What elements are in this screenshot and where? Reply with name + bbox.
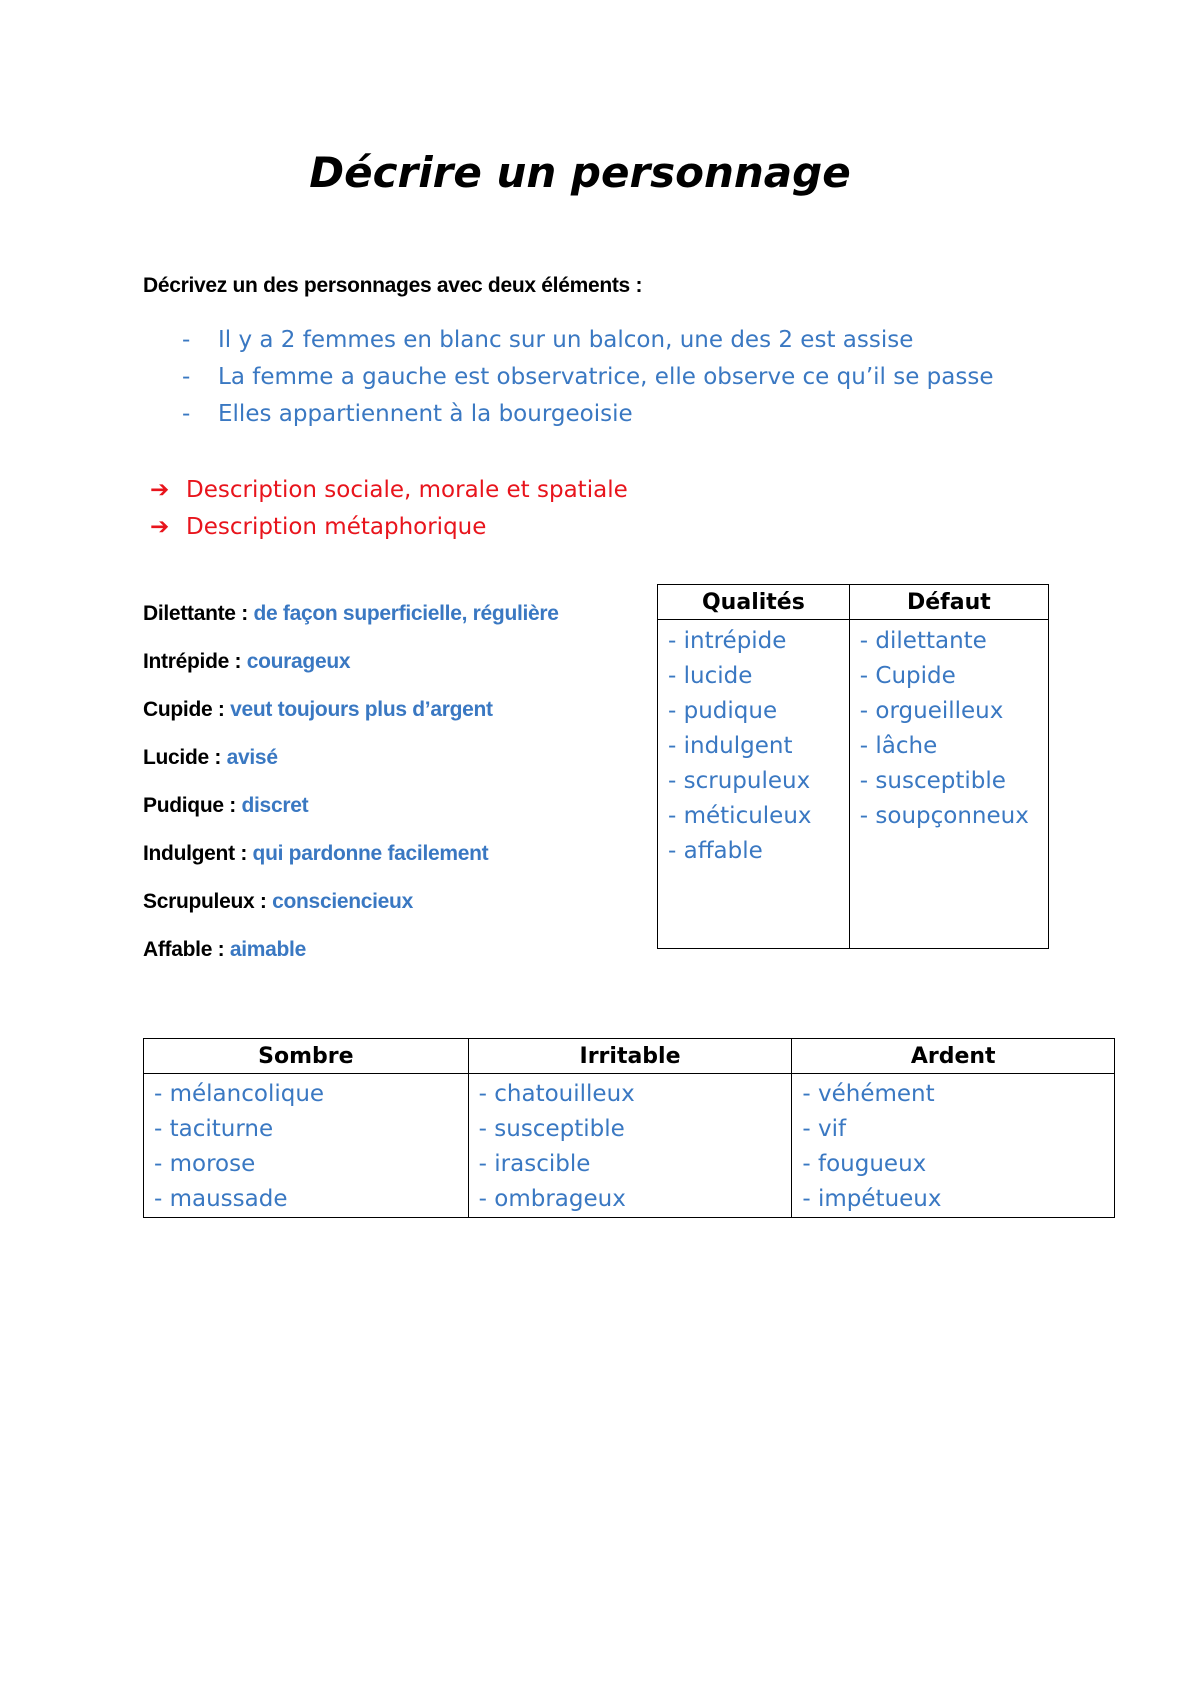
qualites-cell xyxy=(658,620,850,949)
arrow-text: Description métaphorique xyxy=(186,514,487,540)
defaut-cell xyxy=(849,620,1048,949)
bullet-text: Il y a 2 femmes en blanc sur un balcon, une des 2 est assise xyxy=(218,327,914,353)
list-item: - mélancolique xyxy=(154,1081,325,1107)
definition-meaning: consciencieux xyxy=(272,890,413,913)
table-row xyxy=(144,1074,1115,1218)
definition-item xyxy=(143,644,559,692)
bullet-dash: - xyxy=(182,364,191,390)
definition-meaning: de façon superficielle, régulière xyxy=(253,602,559,625)
header-irritable: Irritable xyxy=(468,1039,792,1074)
list-item: - morose xyxy=(154,1151,256,1177)
list-item: - ombrageux xyxy=(478,1186,626,1212)
table-row xyxy=(658,620,1049,949)
list-item: - Cupide xyxy=(859,663,956,689)
header-sombre: Sombre xyxy=(144,1039,469,1074)
arrow-text: Description sociale, morale et spatiale xyxy=(186,477,628,503)
definition-list xyxy=(143,596,559,980)
list-item: - fougueux xyxy=(802,1151,927,1177)
list-item: - affable xyxy=(668,838,763,864)
list-item: - soupçonneux xyxy=(859,803,1029,829)
bullet-text: La femme a gauche est observatrice, elle observe ce qu’il se passe xyxy=(218,364,994,390)
bullet-dash: - xyxy=(182,401,191,427)
bullet-item xyxy=(182,396,993,433)
arrow-item xyxy=(150,509,628,546)
definition-item xyxy=(143,740,559,788)
list-item: - taciturne xyxy=(154,1116,274,1142)
definition-meaning: aimable xyxy=(229,938,306,961)
list-item: - intrépide xyxy=(668,628,787,654)
definition-term: Pudique : xyxy=(143,794,242,817)
definition-item xyxy=(143,836,559,884)
definition-item xyxy=(143,884,559,932)
header-defaut: Défaut xyxy=(849,585,1048,620)
mood-table xyxy=(143,1038,1115,1218)
table-header-row xyxy=(144,1039,1115,1074)
arrow-item xyxy=(150,472,628,509)
definition-meaning: courageux xyxy=(246,650,351,673)
definition-item xyxy=(143,932,559,980)
list-item: - susceptible xyxy=(859,768,1006,794)
list-item: - véhément xyxy=(802,1081,935,1107)
definition-term: Dilettante : xyxy=(143,602,254,625)
list-item: - orgueilleux xyxy=(859,698,1004,724)
header-ardent: Ardent xyxy=(792,1039,1115,1074)
definition-term: Cupide : xyxy=(143,698,231,721)
bullet-text: Elles appartiennent à la bourgeoisie xyxy=(218,401,633,427)
definition-meaning: discret xyxy=(241,794,309,817)
definition-term: Lucide : xyxy=(143,746,227,769)
arrow-right-icon: ➔ xyxy=(150,477,170,503)
list-item: - dilettante xyxy=(859,628,987,654)
list-item: - indulgent xyxy=(668,733,793,759)
bullet-item xyxy=(182,322,993,359)
list-item: - chatouilleux xyxy=(478,1081,635,1107)
definition-meaning: avisé xyxy=(226,746,278,769)
header-qualites: Qualités xyxy=(658,585,850,620)
ardent-cell xyxy=(792,1074,1115,1218)
bullet-item xyxy=(182,359,993,396)
list-item: - susceptible xyxy=(478,1116,625,1142)
definition-item xyxy=(143,788,559,836)
definition-term: Indulgent : xyxy=(143,842,253,865)
page-title: Décrire un personnage xyxy=(309,148,851,197)
definition-item xyxy=(143,596,559,644)
instruction-text: Décrivez un des personnages avec deux éléments : xyxy=(143,274,643,297)
definition-term: Scrupuleux : xyxy=(143,890,273,913)
list-item: - méticuleux xyxy=(668,803,812,829)
list-item: - irascible xyxy=(478,1151,591,1177)
arrow-list xyxy=(150,472,628,546)
list-item: - impétueux xyxy=(802,1186,942,1212)
list-item: - lucide xyxy=(668,663,753,689)
definition-meaning: qui pardonne facilement xyxy=(252,842,489,865)
definition-meaning: veut toujours plus d’argent xyxy=(230,698,493,721)
bullet-dash: - xyxy=(182,327,191,353)
list-item: - scrupuleux xyxy=(668,768,811,794)
definition-term: Affable : xyxy=(143,938,230,961)
arrow-right-icon: ➔ xyxy=(150,514,170,540)
definition-term: Intrépide : xyxy=(143,650,247,673)
list-item: - lâche xyxy=(859,733,938,759)
bullet-list xyxy=(182,322,993,433)
qualities-defects-table xyxy=(657,584,1049,949)
list-item: - maussade xyxy=(154,1186,288,1212)
definition-item xyxy=(143,692,559,740)
list-item: - vif xyxy=(802,1116,847,1142)
sombre-cell xyxy=(144,1074,469,1218)
table-header-row xyxy=(658,585,1049,620)
irritable-cell xyxy=(468,1074,792,1218)
list-item: - pudique xyxy=(668,698,778,724)
